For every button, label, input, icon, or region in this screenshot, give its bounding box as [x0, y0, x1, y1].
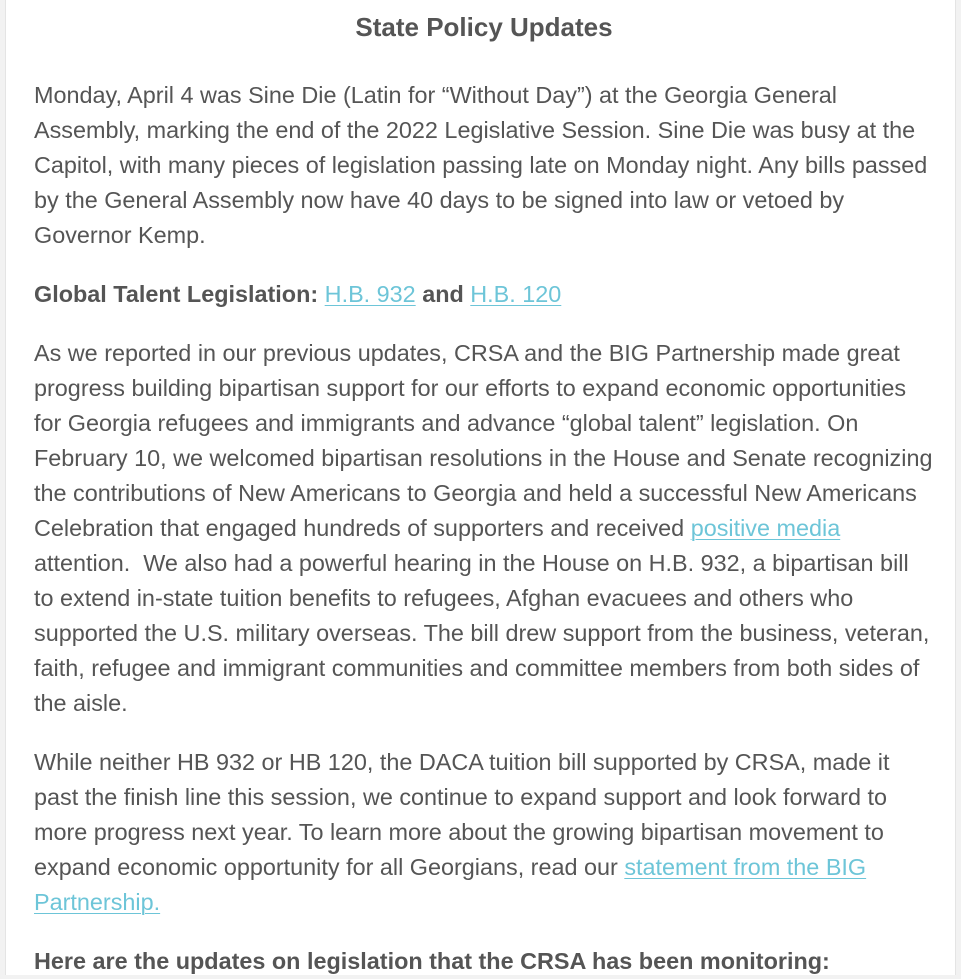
big-partnership-statement-link[interactable]: statement from the BIG Partnership.	[34, 854, 867, 915]
hb-932-link[interactable]: H.B. 932	[324, 281, 416, 307]
progress-paragraph	[34, 336, 934, 721]
progress-text-after: attention. We also had a powerful hearing in the House on H.B. 932, a bipartisan bill to extend in-state tuition benefits to refugees, Afghan evacuees and others who supported the U.S. military overseas. The bill drew support from the business, veteran, faith, refugee and immigrant communities and committee members from both sides of the aisle.	[34, 550, 930, 716]
monitoring-heading	[34, 944, 934, 979]
progress-text-before: As we reported in our previous updates, CRSA and the BIG Partnership made great progress building bipartisan support for our efforts to expand economic opportunities for Georgia refugees and immigrants and advance “global talent” legislation. On February 10, we welcomed bipartisan resolutions in the House and Senate recognizing the contributions of New Americans to Georgia and held a successful New Americans Celebration that engaged hundreds of supporters and received	[34, 340, 933, 541]
monitoring-heading-text: Here are the updates on legislation that the CRSA has been monitoring:	[34, 948, 830, 974]
newsletter-page	[5, 0, 956, 975]
intro-paragraph: Monday, April 4 was Sine Die (Latin for “Without Day”) at the Georgia General Assembly, marking the end of the 2022 Legislative Session. Sine Die was busy at the Capitol, with many pieces of legislation passing late on Monday night. Any bills passed by the General Assembly now have 40 days to be signed into law or vetoed by Governor Kemp.	[34, 82, 928, 248]
global-talent-label: Global Talent Legislation:	[34, 281, 319, 307]
hb-120-link[interactable]: H.B. 120	[470, 281, 562, 307]
positive-media-link[interactable]: positive media	[690, 515, 841, 541]
newsletter-content	[34, 0, 934, 979]
session-outcome-text: While neither HB 932 or HB 120, the DACA tuition bill supported by CRSA, made it past the finish line this session, we continue to expand support and look forward to more progress next year. To learn more about the growing bipartisan movement to expand economic opportunity for all Georgians, read our	[34, 749, 890, 880]
and-text: and	[422, 281, 464, 307]
page-title: State Policy Updates	[355, 12, 613, 42]
global-talent-line	[34, 277, 934, 312]
session-outcome-paragraph	[34, 745, 934, 920]
